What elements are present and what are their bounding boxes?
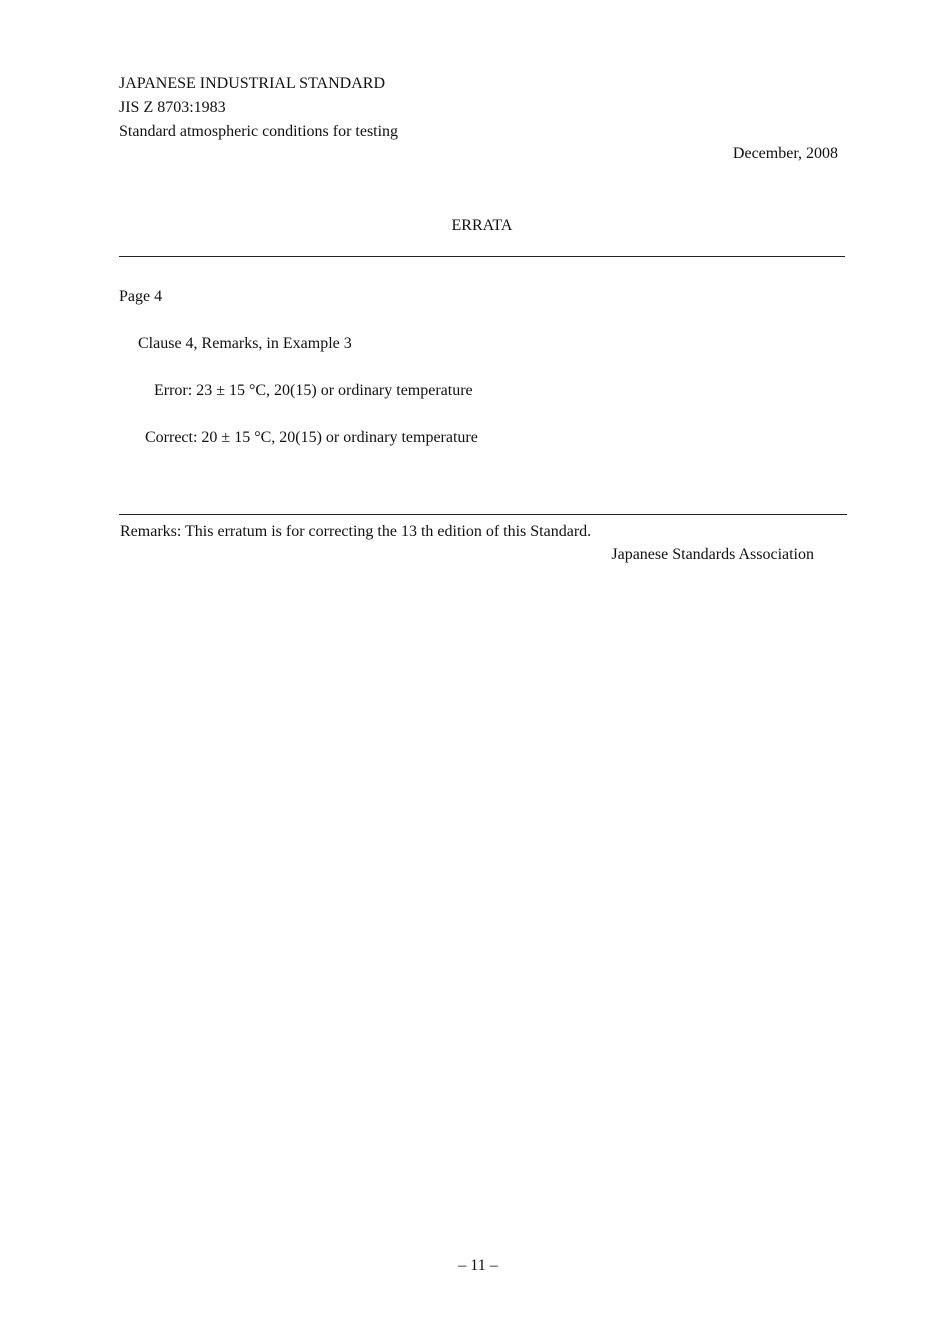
- errata-heading: ERRATA: [451, 217, 513, 234]
- clause-reference: Clause 4, Remarks, in Example 3: [138, 335, 352, 352]
- document-date: December, 2008: [732, 145, 838, 162]
- top-divider: [119, 256, 845, 257]
- standard-number: JIS Z 8703:1983: [119, 99, 226, 116]
- standard-type: JAPANESE INDUSTRIAL STANDARD: [119, 75, 385, 92]
- bottom-divider: [119, 514, 847, 515]
- page-reference: Page 4: [119, 288, 163, 305]
- publisher-name: Japanese Standards Association: [611, 546, 814, 563]
- page-number: – 11 –: [458, 1257, 498, 1274]
- correct-line: Correct: 20 ± 15 °C, 20(15) or ordinary temperature: [145, 429, 478, 446]
- error-line: Error: 23 ± 15 °C, 20(15) or ordinary temperature: [154, 382, 473, 399]
- standard-title: Standard atmospheric conditions for testing: [119, 123, 399, 140]
- remarks-text: Remarks: This erratum is for correcting the 13 th edition of this Standard.: [120, 523, 592, 540]
